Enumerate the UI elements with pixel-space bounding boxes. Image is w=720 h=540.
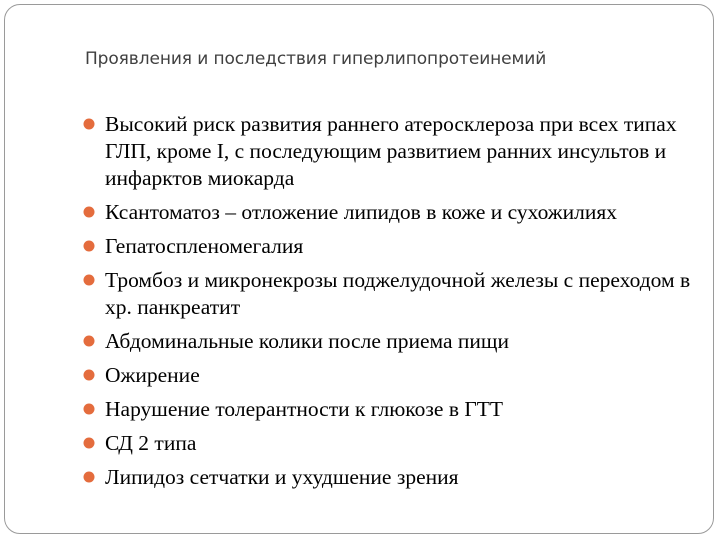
bullet-circle-icon <box>83 335 95 347</box>
bullet-circle-icon <box>83 471 95 483</box>
bullet-text: Ксантоматоз – отложение липидов в коже и сухожилиях <box>105 200 618 224</box>
bullet-item <box>83 464 698 491</box>
bullet-text: Ожирение <box>105 363 200 387</box>
bullet-circle-icon <box>83 403 95 415</box>
bullet-text: Высокий риск развития раннего атеросклероза при всех типах ГЛП, кроме I, с последующим развитием ранних инсультов и инфарктов миокарда <box>105 112 677 190</box>
bullet-circle-icon <box>83 206 95 218</box>
bullet-item <box>83 199 698 226</box>
bullet-text: Нарушение толерантности к глюкозе в ГТТ <box>105 397 504 421</box>
bullet-text: СД 2 типа <box>105 431 197 455</box>
bullet-item <box>83 396 698 423</box>
bullet-item <box>83 430 698 457</box>
bullet-list <box>83 111 698 498</box>
bullet-item <box>83 111 698 192</box>
bullet-circle-icon <box>83 274 95 286</box>
bullet-item <box>83 362 698 389</box>
slide-title: Проявления и последствия гиперлипопротеинемий <box>85 49 547 69</box>
bullet-circle-icon <box>83 369 95 381</box>
bullet-item <box>83 328 698 355</box>
bullet-text: Липидоз сетчатки и ухудшение зрения <box>105 465 459 489</box>
bullet-circle-icon <box>83 240 95 252</box>
bullet-circle-icon <box>83 437 95 449</box>
bullet-text: Тромбоз и микронекрозы поджелудочной железы с переходом в хр. панкреатит <box>105 268 691 319</box>
bullet-item <box>83 233 698 260</box>
bullet-text: Абдоминальные колики после приема пищи <box>105 329 509 353</box>
bullet-text: Гепатоспленомегалия <box>105 234 304 258</box>
slide-frame <box>4 4 714 534</box>
bullet-circle-icon <box>83 118 95 130</box>
bullet-item <box>83 267 698 321</box>
